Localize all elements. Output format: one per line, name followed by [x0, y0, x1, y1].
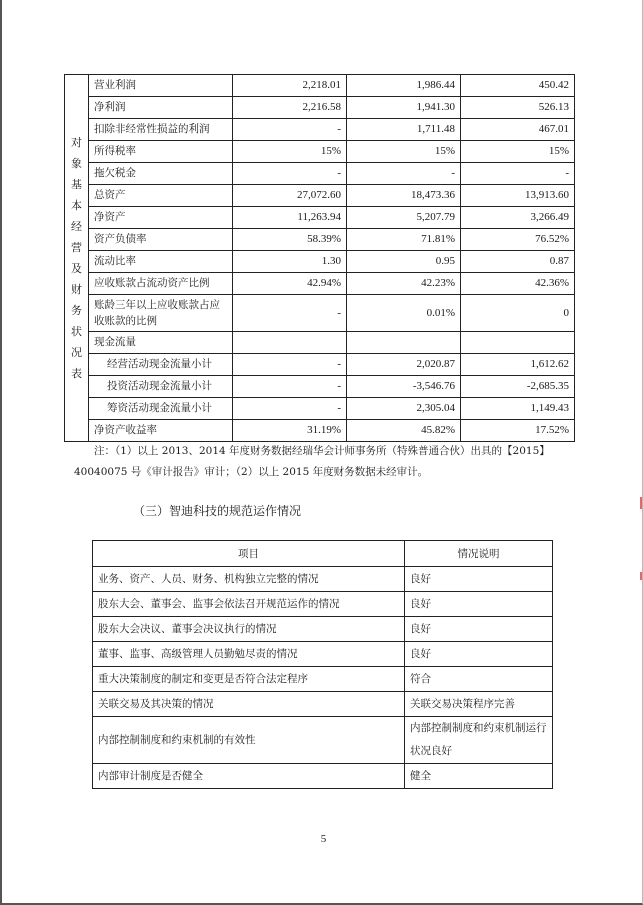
value-cell-2: -3,546.76 — [347, 376, 461, 398]
side-label — [65, 75, 89, 442]
table-row — [93, 617, 553, 642]
value-cell-2: 1,941.30 — [347, 97, 461, 119]
value-cell-3: 467.01 — [461, 119, 575, 141]
value-cell-1: 42.94% — [233, 273, 347, 295]
table-row — [93, 692, 553, 717]
value-cell-2: 5,207.79 — [347, 207, 461, 229]
table-row — [65, 251, 575, 273]
table-row — [93, 567, 553, 592]
table-row — [65, 332, 575, 354]
section-heading: （三）智迪科技的规范运作情况 — [133, 504, 302, 518]
row-label: 筹资活动现金流量小计 — [89, 398, 233, 420]
row-label: 所得税率 — [89, 141, 233, 163]
side-label-char: 况 — [71, 346, 82, 359]
table-footnote: 注：（1）以上 2013、2014 年度财务数据经瑞华会计师事务所（特殊普通合伙）出具的【2015】40040075 号《审计报告》审计；（2）以上 2015 年度财务数据未经审计。 — [74, 445, 550, 478]
side-label-char: 表 — [71, 367, 82, 380]
row-label: 营业利润 — [89, 75, 233, 97]
status-cell: 良好 — [405, 592, 553, 617]
table-row — [93, 642, 553, 667]
table-row — [93, 717, 553, 764]
item-cell: 内部审计制度是否健全 — [93, 764, 405, 789]
row-label: 净资产 — [89, 207, 233, 229]
side-label-char: 经 — [71, 220, 82, 233]
value-cell-3: 13,913.60 — [461, 185, 575, 207]
value-cell-3: 450.42 — [461, 75, 575, 97]
value-cell-1: 15% — [233, 141, 347, 163]
table-row — [93, 667, 553, 692]
table-row — [65, 273, 575, 295]
status-cell: 良好 — [405, 567, 553, 592]
status-cell: 健全 — [405, 764, 553, 789]
status-cell: 关联交易决策程序完善 — [405, 692, 553, 717]
value-cell-2: 42.23% — [347, 273, 461, 295]
value-cell-2: - — [347, 163, 461, 185]
value-cell-3: 1,149.43 — [461, 398, 575, 420]
value-cell-1: 1.30 — [233, 251, 347, 273]
table-row — [65, 119, 575, 141]
row-label: 扣除非经常性损益的利润 — [89, 119, 233, 141]
value-cell-3: 42.36% — [461, 273, 575, 295]
row-label: 投资活动现金流量小计 — [89, 376, 233, 398]
row-label: 应收账款占流动资产比例 — [89, 273, 233, 295]
header-item: 项目 — [93, 541, 405, 567]
table-row — [65, 354, 575, 376]
value-cell-2: 0.01% — [347, 295, 461, 332]
value-cell-3: 0 — [461, 295, 575, 332]
value-cell-2 — [347, 332, 461, 354]
side-label-char: 象 — [71, 157, 82, 170]
side-label-char: 及 — [71, 262, 82, 275]
side-label-char: 对 — [71, 136, 82, 149]
side-label-char: 本 — [71, 199, 82, 212]
value-cell-3: 1,612.62 — [461, 354, 575, 376]
value-cell-3: 76.52% — [461, 229, 575, 251]
value-cell-1: 2,216.58 — [233, 97, 347, 119]
governance-table — [92, 540, 553, 789]
value-cell-2: 2,020.87 — [347, 354, 461, 376]
item-cell: 内部控制制度和约束机制的有效性 — [93, 717, 405, 764]
table-row — [65, 295, 575, 332]
status-cell: 良好 — [405, 617, 553, 642]
table-row — [65, 141, 575, 163]
row-label: 总资产 — [89, 185, 233, 207]
table-row — [65, 398, 575, 420]
value-cell-2: 15% — [347, 141, 461, 163]
value-cell-2: 0.95 — [347, 251, 461, 273]
row-label: 净资产收益率 — [89, 420, 233, 442]
value-cell-3: 526.13 — [461, 97, 575, 119]
item-cell: 重大决策制度的制定和变更是否符合法定程序 — [93, 667, 405, 692]
header-status: 情况说明 — [405, 541, 553, 567]
value-cell-3 — [461, 332, 575, 354]
status-cell: 符合 — [405, 667, 553, 692]
table-row — [93, 592, 553, 617]
value-cell-1 — [233, 332, 347, 354]
table-row — [65, 229, 575, 251]
table-row — [65, 163, 575, 185]
side-label-char: 基 — [71, 178, 82, 191]
item-cell: 股东大会决议、董事会决议执行的情况 — [93, 617, 405, 642]
table-row — [65, 185, 575, 207]
side-label-char: 务 — [71, 304, 82, 317]
side-label-char: 营 — [71, 241, 82, 254]
value-cell-1: 2,218.01 — [233, 75, 347, 97]
edge-mark — [640, 497, 642, 509]
item-cell: 股东大会、董事会、监事会依法召开规范运作的情况 — [93, 592, 405, 617]
value-cell-1: 58.39% — [233, 229, 347, 251]
row-label: 账龄三年以上应收账款占应收账款的比例 — [89, 295, 233, 332]
value-cell-1: - — [233, 295, 347, 332]
value-cell-1: 11,263.94 — [233, 207, 347, 229]
value-cell-2: 71.81% — [347, 229, 461, 251]
value-cell-1: - — [233, 163, 347, 185]
row-label: 净利润 — [89, 97, 233, 119]
item-cell: 董事、监事、高级管理人员勤勉尽责的情况 — [93, 642, 405, 667]
value-cell-2: 18,473.36 — [347, 185, 461, 207]
value-cell-2: 1,711.48 — [347, 119, 461, 141]
value-cell-1: - — [233, 376, 347, 398]
edge-mark — [640, 572, 642, 580]
value-cell-1: - — [233, 119, 347, 141]
side-label-char: 状 — [71, 325, 82, 338]
value-cell-1: - — [233, 354, 347, 376]
table-row — [65, 97, 575, 119]
value-cell-2: 45.82% — [347, 420, 461, 442]
value-cell-1: 31.19% — [233, 420, 347, 442]
value-cell-2: 1,986.44 — [347, 75, 461, 97]
status-cell: 内部控制制度和约束机制运行状况良好 — [405, 717, 553, 764]
table-row — [65, 420, 575, 442]
value-cell-2: 2,305.04 — [347, 398, 461, 420]
table-row — [65, 376, 575, 398]
value-cell-1: 27,072.60 — [233, 185, 347, 207]
page-number: 5 — [320, 833, 327, 845]
item-cell: 关联交易及其决策的情况 — [93, 692, 405, 717]
row-label: 资产负债率 — [89, 229, 233, 251]
item-cell: 业务、资产、人员、财务、机构独立完整的情况 — [93, 567, 405, 592]
value-cell-3: 0.87 — [461, 251, 575, 273]
value-cell-1: - — [233, 398, 347, 420]
row-label: 拖欠税金 — [89, 163, 233, 185]
table-row — [65, 207, 575, 229]
row-label: 经营活动现金流量小计 — [89, 354, 233, 376]
financial-status-table — [64, 74, 575, 442]
status-cell: 良好 — [405, 642, 553, 667]
table-header-row — [93, 541, 553, 567]
value-cell-3: 3,266.49 — [461, 207, 575, 229]
value-cell-3: - — [461, 163, 575, 185]
value-cell-3: -2,685.35 — [461, 376, 575, 398]
side-label-char: 财 — [71, 283, 82, 296]
row-label: 流动比率 — [89, 251, 233, 273]
table-row — [65, 75, 575, 97]
row-label: 现金流量 — [89, 332, 233, 354]
table-row — [93, 764, 553, 789]
value-cell-3: 15% — [461, 141, 575, 163]
value-cell-3: 17.52% — [461, 420, 575, 442]
